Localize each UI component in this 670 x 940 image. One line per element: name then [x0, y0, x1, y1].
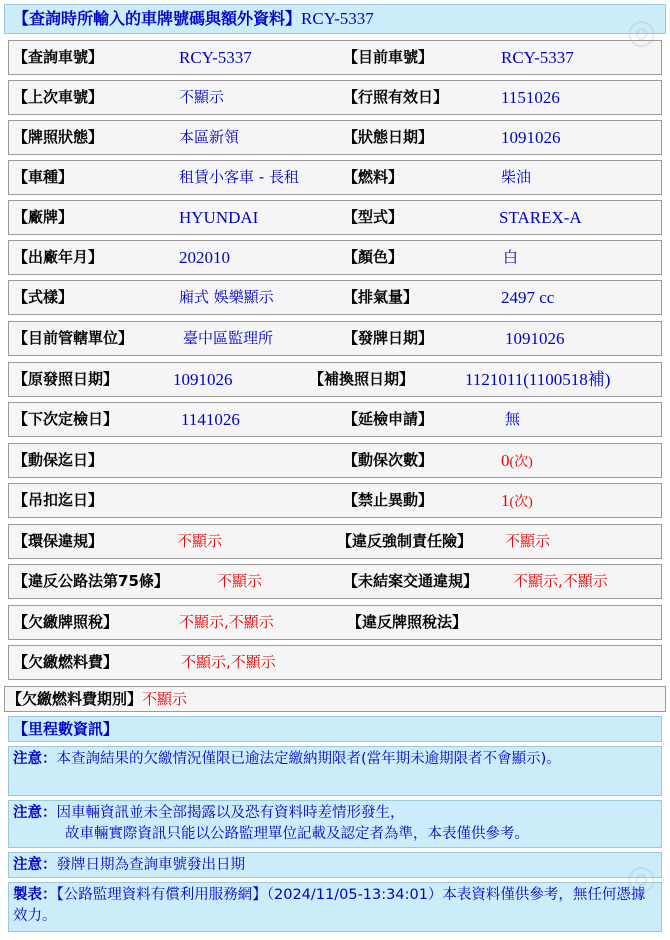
- label-pending-traffic-violation: 【未結案交通違規】: [343, 572, 479, 590]
- label-transfer-prohibited: 【禁止異動】: [343, 491, 434, 509]
- row-brand: [8, 200, 662, 235]
- row-body-style: [8, 280, 662, 315]
- label-fuel-fee-arrears: 【欠繳燃料費】: [13, 653, 119, 671]
- notice-issue-date: [8, 852, 662, 878]
- label-jurisdiction: 【目前管轄單位】: [13, 329, 134, 347]
- label-vehicle-type: 【車種】: [13, 168, 74, 186]
- label-issue-date: 【發牌日期】: [343, 329, 434, 347]
- value-license-tax-arrears: 不顯示,不顯示: [179, 613, 274, 631]
- value-status-date: 1091026: [501, 128, 561, 147]
- value-issue-date: 1091026: [505, 329, 565, 348]
- title-plate: RCY-5337: [301, 9, 374, 28]
- label-model: 【型式】: [343, 208, 404, 226]
- label-highway-act-violation: 【違反公路法第75條】: [13, 572, 169, 590]
- notice-disclosure-line2: 故車輛實際資訊只能以公路監理單位記載及認定者為準，本表僅供參考。: [65, 826, 529, 842]
- watermark-logo-bottom: ◎: [620, 854, 662, 902]
- notice-disclosure-head: 注意：: [13, 805, 57, 821]
- notice-issue-date-head: 注意：: [13, 857, 57, 873]
- value-transfer-prohibited-unit: (次): [509, 495, 533, 510]
- value-compulsory-insurance-violation: 不顯示: [505, 532, 551, 550]
- value-model: STAREX-A: [499, 208, 582, 227]
- value-jurisdiction: 臺中區監理所: [183, 329, 274, 347]
- label-inspection-extension: 【延檢申請】: [343, 410, 434, 428]
- label-status-date: 【狀態日期】: [343, 128, 434, 146]
- label-compulsory-insurance-violation: 【違反強制責任險】: [337, 532, 473, 550]
- label-previous-plate: 【上次車號】: [13, 88, 104, 106]
- notice-arrears-text: 本查詢結果的欠繳情況僅限已逾法定繳納期限者(當年期未逾期限者不會顯示)。: [56, 751, 561, 767]
- value-vehicle-type: 租賃小客車 - 長租: [179, 168, 299, 186]
- label-displacement: 【排氣量】: [343, 288, 419, 306]
- label-movable-security-count: 【動保次數】: [343, 451, 434, 469]
- value-license-valid-date: 1151026: [501, 88, 560, 107]
- value-highway-act-violation: 不顯示: [217, 572, 263, 590]
- label-fuel: 【燃料】: [343, 168, 404, 186]
- label-manufacture-date: 【出廠年月】: [13, 248, 104, 266]
- value-inspection-extension: 無: [505, 410, 521, 428]
- value-movable-security-count: [501, 444, 533, 477]
- notice-disclosure-line1: 因車輛資訊並未全部揭露以及恐有資料時差情形發生，: [56, 805, 405, 821]
- row-environmental-violation: [8, 524, 662, 559]
- row-suspension: [8, 483, 662, 518]
- row-vehicle-type: [8, 160, 662, 195]
- value-body-style: 廂式 娛樂顯示: [179, 288, 274, 306]
- value-brand: HYUNDAI: [179, 208, 259, 227]
- label-environmental-violation: 【環保違規】: [13, 532, 104, 550]
- row-movable-security: [8, 443, 662, 478]
- label-license-tax-violation: 【違反牌照稅法】: [347, 613, 468, 631]
- label-movable-security-until: 【動保迄日】: [13, 451, 104, 469]
- label-fuel-fee-period: 【欠繳燃料費期別】: [7, 690, 143, 708]
- value-replacement-date: 1121011(1100518補): [465, 370, 611, 389]
- value-movable-security-unit: (次): [509, 455, 533, 470]
- value-movable-security-number: 0: [501, 451, 510, 470]
- label-plate-status: 【牌照狀態】: [13, 128, 104, 146]
- value-displacement: 2497 cc: [501, 288, 555, 307]
- value-query-plate: RCY-5337: [179, 48, 252, 67]
- value-previous-plate: 不顯示: [179, 88, 225, 106]
- label-suspension-until: 【吊扣迄日】: [13, 491, 104, 509]
- value-fuel-fee-arrears: 不顯示,不顯示: [181, 653, 276, 671]
- row-previous-plate: [8, 80, 662, 115]
- title-label: 【查詢時所輸入的車牌號碼與額外資料】: [13, 9, 302, 28]
- notice-prepared-by-head: 製表：: [13, 887, 57, 903]
- row-fuel-fee-period: [4, 686, 666, 712]
- label-replacement-date: 【補換照日期】: [309, 370, 415, 388]
- row-plate-status: [8, 120, 662, 155]
- report-title: [4, 4, 666, 34]
- row-next-inspection: [8, 402, 662, 437]
- label-color: 【顏色】: [343, 248, 404, 266]
- value-transfer-prohibited-number: 1: [501, 491, 510, 510]
- label-original-license-date: 【原發照日期】: [13, 370, 119, 388]
- value-original-license-date: 1091026: [173, 370, 233, 389]
- notice-issue-date-text: 發牌日期為查詢車號發出日期: [56, 857, 245, 873]
- notice-arrears: [8, 746, 662, 796]
- value-transfer-prohibited: [501, 484, 533, 517]
- row-plate-number: [8, 40, 662, 75]
- value-manufacture-date: 202010: [179, 248, 230, 267]
- value-fuel: 柴油: [501, 168, 532, 186]
- label-license-tax-arrears: 【欠繳牌照稅】: [13, 613, 119, 631]
- row-license-tax-arrears: [8, 605, 662, 640]
- value-next-inspection: 1141026: [181, 410, 240, 429]
- value-fuel-fee-period: 不顯示: [142, 690, 188, 708]
- notice-disclosure: [8, 800, 662, 848]
- label-license-valid-date: 【行照有效日】: [343, 88, 449, 106]
- label-query-plate: 【查詢車號】: [13, 48, 104, 66]
- watermark-logo-top: ◎: [620, 8, 662, 56]
- notice-prepared-by: [8, 882, 662, 932]
- value-plate-status: 本區新領: [179, 128, 240, 146]
- notice-arrears-head: 注意：: [13, 751, 57, 767]
- value-current-plate: RCY-5337: [501, 48, 574, 67]
- row-fuel-fee-arrears: [8, 645, 662, 680]
- value-pending-traffic-violation: 不顯示,不顯示: [513, 572, 608, 590]
- row-jurisdiction: [8, 321, 662, 356]
- row-original-license-date: [8, 362, 662, 397]
- row-highway-act-violation: [8, 564, 662, 599]
- label-next-inspection: 【下次定檢日】: [13, 410, 119, 428]
- label-brand: 【廠牌】: [13, 208, 74, 226]
- value-color: 白: [503, 248, 519, 266]
- mileage-section-header: 【里程數資訊】: [8, 716, 662, 742]
- notice-prepared-by-text: 【公路監理資料有償利用服務網】（2024/11/05-13:34:01）本表資料僅供參考，無任何憑據效力。: [13, 887, 646, 924]
- value-environmental-violation: 不顯示: [177, 532, 223, 550]
- label-body-style: 【式樣】: [13, 288, 74, 306]
- row-manufacture-date: [8, 240, 662, 275]
- label-current-plate: 【目前車號】: [343, 48, 434, 66]
